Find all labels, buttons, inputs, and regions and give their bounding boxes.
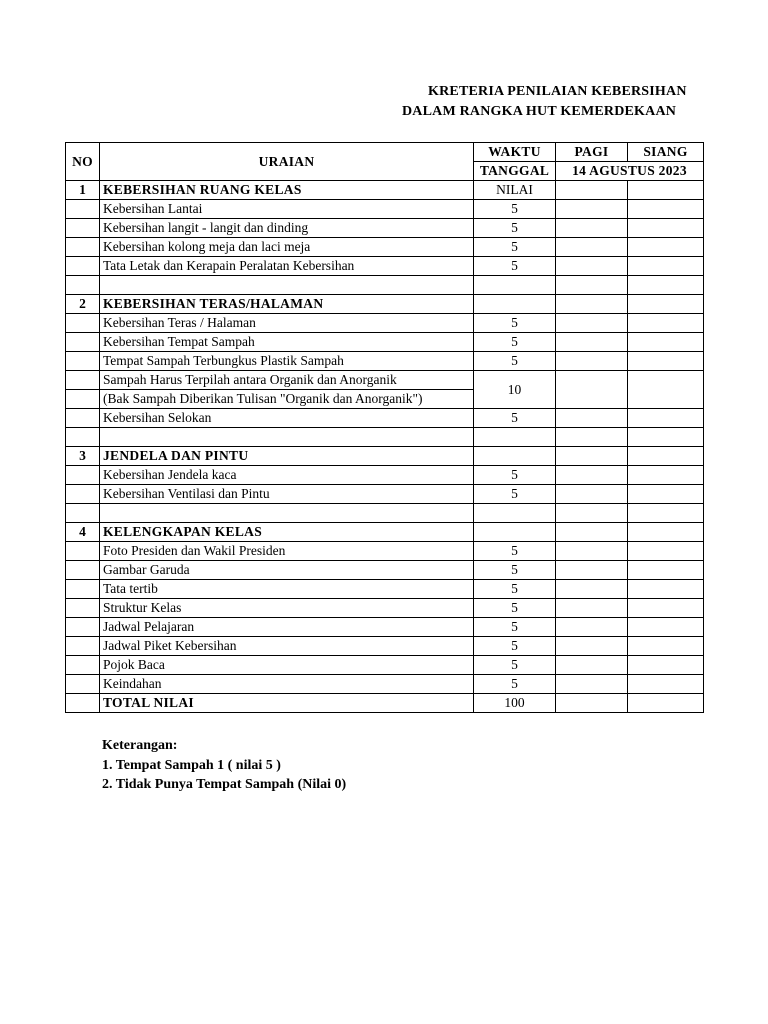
header-waktu: WAKTU — [474, 143, 556, 162]
siang-score-cell[interactable] — [628, 314, 704, 333]
score-cell — [556, 523, 628, 542]
title-area — [0, 0, 703, 130]
empty-cell — [556, 276, 628, 295]
pagi-score-cell[interactable] — [556, 466, 628, 485]
header-siang: SIANG — [628, 143, 704, 162]
criteria-label: Kebersihan Teras / Halaman — [100, 314, 474, 333]
pagi-score-cell[interactable] — [556, 599, 628, 618]
criteria-label: Tempat Sampah Terbungkus Plastik Sampah — [100, 352, 474, 371]
header-no: NO — [66, 143, 100, 181]
empty-cell — [474, 295, 556, 314]
criteria-score: 5 — [474, 200, 556, 219]
criteria-score: 5 — [474, 238, 556, 257]
criteria-score: 5 — [474, 580, 556, 599]
criteria-score: 5 — [474, 314, 556, 333]
criteria-row — [66, 599, 704, 618]
criteria-label: Kebersihan Lantai — [100, 200, 474, 219]
empty-cell — [100, 276, 474, 295]
total-row — [66, 694, 704, 713]
pagi-score-cell[interactable] — [556, 200, 628, 219]
score-cell — [628, 447, 704, 466]
criteria-row — [66, 257, 704, 276]
siang-score-cell[interactable] — [628, 675, 704, 694]
empty-cell — [474, 276, 556, 295]
criteria-score: 5 — [474, 333, 556, 352]
score-cell — [628, 523, 704, 542]
empty-cell — [474, 447, 556, 466]
criteria-label: Kebersihan Tempat Sampah — [100, 333, 474, 352]
empty-cell — [474, 428, 556, 447]
criteria-row — [66, 675, 704, 694]
section-row — [66, 523, 704, 542]
empty-cell — [66, 428, 100, 447]
item-number-cell — [66, 599, 100, 618]
criteria-row — [66, 637, 704, 656]
item-number-cell — [66, 352, 100, 371]
score-cell — [556, 447, 628, 466]
criteria-score: 5 — [474, 485, 556, 504]
score-cell — [556, 694, 628, 713]
item-number-cell — [66, 675, 100, 694]
siang-score-cell[interactable] — [628, 580, 704, 599]
pagi-score-cell[interactable] — [556, 637, 628, 656]
criteria-row — [66, 352, 704, 371]
empty-cell — [66, 694, 100, 713]
section-title: JENDELA DAN PINTU — [100, 447, 474, 466]
score-cell — [628, 295, 704, 314]
section-row — [66, 295, 704, 314]
item-number-cell — [66, 371, 100, 390]
nilai-header: NILAI — [474, 181, 556, 200]
siang-score-cell[interactable] — [628, 238, 704, 257]
empty-cell — [66, 276, 100, 295]
criteria-score: 5 — [474, 466, 556, 485]
notes-heading: Keterangan: — [102, 738, 178, 753]
empty-cell — [474, 504, 556, 523]
siang-score-cell[interactable] — [628, 656, 704, 675]
pagi-score-cell[interactable] — [556, 257, 628, 276]
pagi-score-cell[interactable] — [556, 618, 628, 637]
item-number-cell — [66, 656, 100, 675]
total-score: 100 — [474, 694, 556, 713]
pagi-score-cell[interactable] — [556, 371, 628, 409]
criteria-label: Sampah Harus Terpilah antara Organik dan Anorganik — [100, 371, 474, 390]
criteria-row — [66, 333, 704, 352]
section-number: 3 — [66, 447, 100, 466]
item-number-cell — [66, 580, 100, 599]
siang-score-cell[interactable] — [628, 409, 704, 428]
siang-score-cell[interactable] — [628, 618, 704, 637]
siang-score-cell[interactable] — [628, 200, 704, 219]
section-title: KEBERSIHAN RUANG KELAS — [100, 181, 474, 200]
criteria-row — [66, 314, 704, 333]
spacer-row — [66, 428, 704, 447]
section-number: 4 — [66, 523, 100, 542]
item-number-cell — [66, 561, 100, 580]
spacer-row — [66, 504, 704, 523]
empty-cell — [100, 504, 474, 523]
siang-score-cell[interactable] — [628, 485, 704, 504]
criteria-label: Tata Letak dan Kerapain Peralatan Kebersihan — [100, 257, 474, 276]
notes — [102, 736, 346, 795]
header-pagi: PAGI — [556, 143, 628, 162]
item-number-cell — [66, 409, 100, 428]
criteria-score: 5 — [474, 675, 556, 694]
notes-item: 2. Tidak Punya Tempat Sampah (Nilai 0) — [102, 777, 347, 792]
header-date: 14 AGUSTUS 2023 — [556, 162, 704, 181]
spacer-row — [66, 276, 704, 295]
empty-cell — [100, 428, 474, 447]
header-uraian: URAIAN — [100, 143, 474, 181]
header-row — [66, 143, 704, 162]
item-number-cell — [66, 542, 100, 561]
score-cell — [556, 295, 628, 314]
criteria-label: Kebersihan Selokan — [100, 409, 474, 428]
siang-score-cell[interactable] — [628, 219, 704, 238]
siang-score-cell[interactable] — [628, 352, 704, 371]
criteria-score: 5 — [474, 599, 556, 618]
criteria-row — [66, 466, 704, 485]
criteria-score: 5 — [474, 561, 556, 580]
item-number-cell — [66, 466, 100, 485]
criteria-row — [66, 409, 704, 428]
pagi-score-cell[interactable] — [556, 656, 628, 675]
section-title: KELENGKAPAN KELAS — [100, 523, 474, 542]
empty-cell — [66, 504, 100, 523]
pagi-score-cell[interactable] — [556, 542, 628, 561]
notes-item: 1. Tempat Sampah 1 ( nilai 5 ) — [102, 757, 281, 773]
empty-cell — [556, 504, 628, 523]
document-title: KRETERIA PENILAIAN KEBERSIHAN — [428, 84, 687, 99]
siang-score-cell[interactable] — [628, 257, 704, 276]
score-cell — [556, 181, 628, 200]
empty-cell — [628, 276, 704, 295]
item-number-cell — [66, 219, 100, 238]
siang-score-cell[interactable] — [628, 637, 704, 656]
criteria-label: Struktur Kelas — [100, 599, 474, 618]
criteria-label: Jadwal Piket Kebersihan — [100, 637, 474, 656]
pagi-score-cell[interactable] — [556, 675, 628, 694]
criteria-score: 5 — [474, 257, 556, 276]
empty-cell — [474, 523, 556, 542]
empty-cell — [628, 504, 704, 523]
item-number-cell — [66, 257, 100, 276]
criteria-row — [66, 485, 704, 504]
pagi-score-cell[interactable] — [556, 409, 628, 428]
assessment-table — [65, 142, 704, 713]
criteria-row — [66, 238, 704, 257]
criteria-label: Kebersihan langit - langit dan dinding — [100, 219, 474, 238]
criteria-label: Pojok Baca — [100, 656, 474, 675]
siang-score-cell[interactable] — [628, 333, 704, 352]
item-number-cell — [66, 485, 100, 504]
criteria-label: Gambar Garuda — [100, 561, 474, 580]
criteria-row — [66, 542, 704, 561]
section-row — [66, 181, 704, 200]
criteria-row — [66, 371, 704, 390]
header-tanggal: TANGGAL — [474, 162, 556, 181]
pagi-score-cell[interactable] — [556, 333, 628, 352]
criteria-label: Kebersihan kolong meja dan laci meja — [100, 238, 474, 257]
criteria-row — [66, 219, 704, 238]
criteria-score: 5 — [474, 542, 556, 561]
pagi-score-cell[interactable] — [556, 219, 628, 238]
section-number: 1 — [66, 181, 100, 200]
criteria-row — [66, 580, 704, 599]
criteria-score: 5 — [474, 656, 556, 675]
criteria-label: Tata tertib — [100, 580, 474, 599]
pagi-score-cell[interactable] — [556, 238, 628, 257]
siang-score-cell[interactable] — [628, 561, 704, 580]
siang-score-cell[interactable] — [628, 599, 704, 618]
item-number-cell — [66, 314, 100, 333]
empty-cell — [556, 428, 628, 447]
item-number-cell — [66, 637, 100, 656]
criteria-row — [66, 200, 704, 219]
criteria-label: Keindahan — [100, 675, 474, 694]
criteria-score: 5 — [474, 618, 556, 637]
criteria-row — [66, 561, 704, 580]
siang-score-cell[interactable] — [628, 466, 704, 485]
pagi-score-cell[interactable] — [556, 314, 628, 333]
empty-cell — [628, 428, 704, 447]
pagi-score-cell[interactable] — [556, 485, 628, 504]
criteria-score: 5 — [474, 219, 556, 238]
criteria-score: 5 — [474, 409, 556, 428]
total-label: TOTAL NILAI — [100, 694, 474, 713]
criteria-label: Kebersihan Ventilasi dan Pintu — [100, 485, 474, 504]
criteria-label: Kebersihan Jendela kaca — [100, 466, 474, 485]
score-cell — [628, 694, 704, 713]
criteria-label-continued: (Bak Sampah Diberikan Tulisan "Organik dan Anorganik") — [100, 390, 474, 409]
section-title: KEBERSIHAN TERAS/HALAMAN — [100, 295, 474, 314]
criteria-score: 5 — [474, 637, 556, 656]
score-cell — [628, 181, 704, 200]
criteria-row — [66, 656, 704, 675]
criteria-row — [66, 618, 704, 637]
item-number-cell — [66, 618, 100, 637]
criteria-label: Foto Presiden dan Wakil Presiden — [100, 542, 474, 561]
siang-score-cell[interactable] — [628, 542, 704, 561]
pagi-score-cell[interactable] — [556, 561, 628, 580]
item-number-cell — [66, 390, 100, 409]
siang-score-cell[interactable] — [628, 371, 704, 409]
criteria-score: 5 — [474, 352, 556, 371]
item-number-cell — [66, 200, 100, 219]
pagi-score-cell[interactable] — [556, 352, 628, 371]
item-number-cell — [66, 238, 100, 257]
criteria-score: 10 — [474, 371, 556, 409]
criteria-label: Jadwal Pelajaran — [100, 618, 474, 637]
document-subtitle: DALAM RANGKA HUT KEMERDEKAAN — [402, 104, 677, 119]
section-row — [66, 447, 704, 466]
item-number-cell — [66, 333, 100, 352]
section-number: 2 — [66, 295, 100, 314]
pagi-score-cell[interactable] — [556, 580, 628, 599]
